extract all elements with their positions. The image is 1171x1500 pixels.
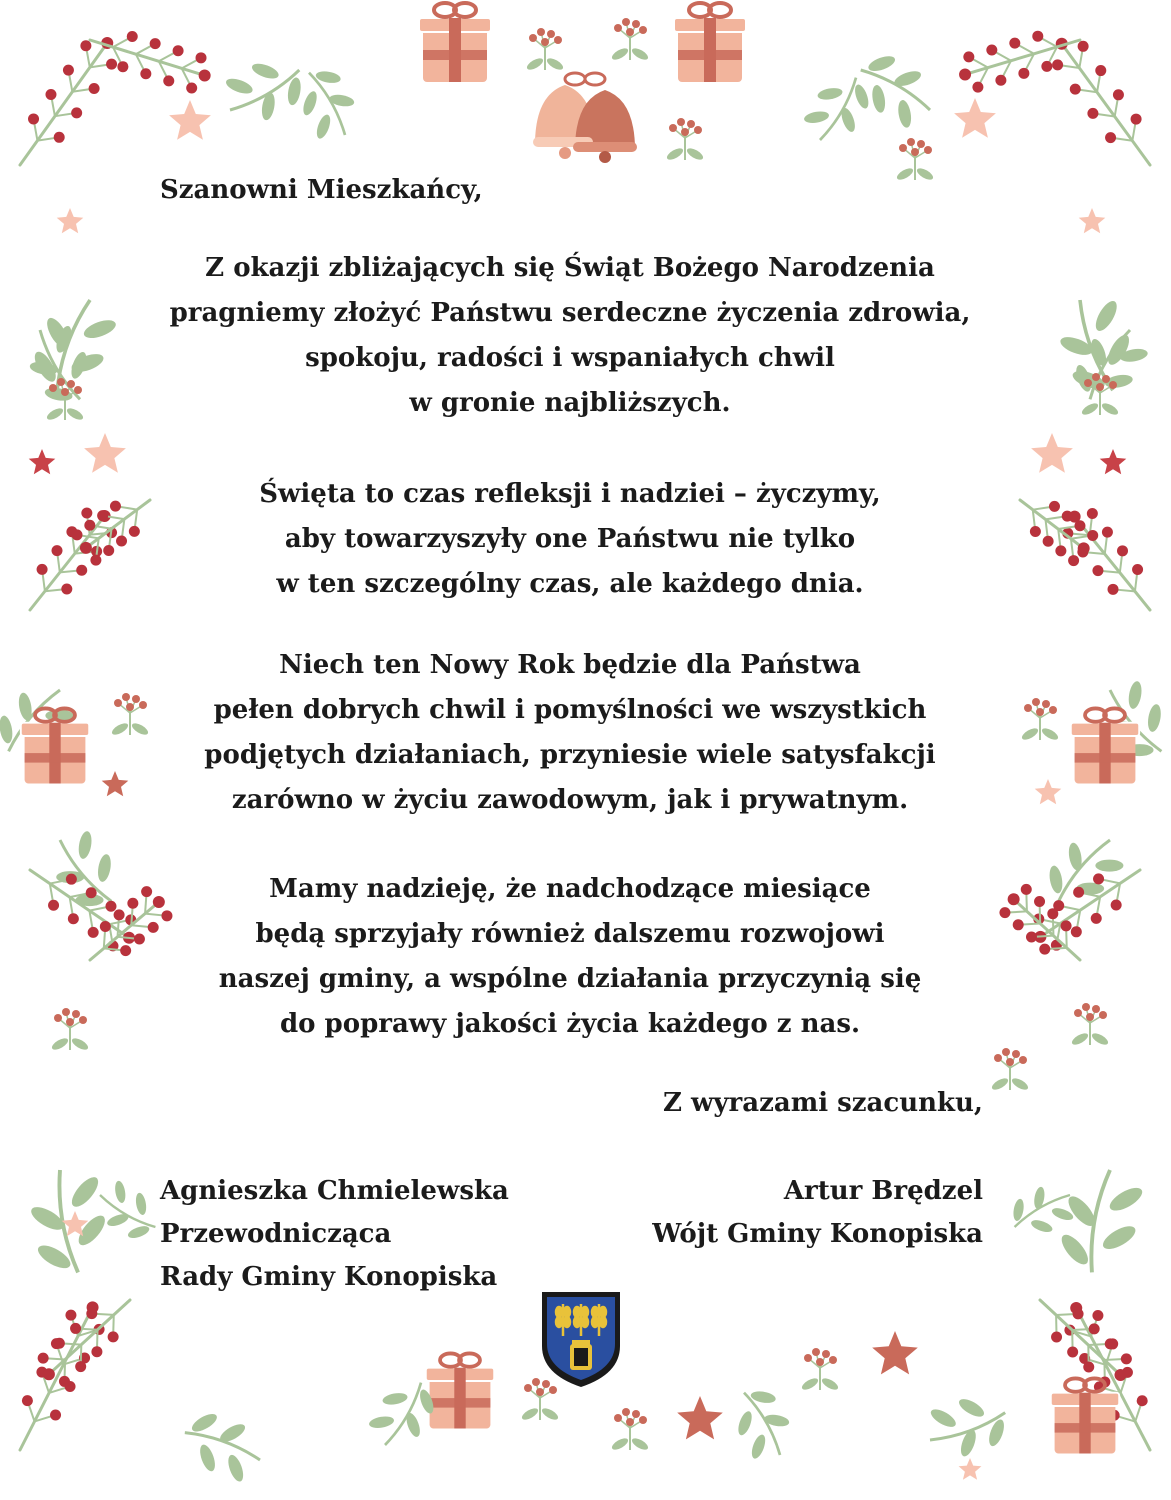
star-icon <box>954 98 996 138</box>
berry-sprig-icon <box>610 18 650 62</box>
paragraph-line: spokoju, radości i wspaniałych chwil <box>305 343 835 373</box>
paragraph-3 <box>0 643 1140 823</box>
signatory-name: Artur Brędzel <box>783 1176 983 1206</box>
leaf-branch-icon <box>920 1384 1016 1469</box>
signatory-name: Agnieszka Chmielewska <box>160 1176 509 1206</box>
paragraph-2 <box>0 472 1140 607</box>
paragraph-line: Święta to czas refleksji i nadziei – życzymy, <box>259 479 881 509</box>
signatory-title: Rady Gminy Konopiska <box>160 1262 498 1292</box>
gift-box-icon <box>674 3 746 82</box>
letter-closing: Z wyrazami szacunku, <box>663 1088 983 1118</box>
crest-icon <box>538 1288 624 1390</box>
paragraph-line: Mamy nadzieję, że nadchodzące miesiące <box>269 874 871 904</box>
paragraph-line: w ten szczególny czas, ale każdego dnia. <box>276 569 864 599</box>
berry-sprig-icon <box>525 28 565 72</box>
paragraph-line: Z okazji zbliżających się Świąt Bożego Narodzenia <box>205 253 935 283</box>
berry-sprig-icon <box>610 1408 650 1452</box>
berry-sprig-icon <box>800 1348 840 1392</box>
berry-sprig-icon <box>990 1048 1030 1092</box>
signatory-title: Wójt Gminy Konopiska <box>652 1219 983 1249</box>
star-icon <box>29 449 56 474</box>
star-icon <box>1031 433 1073 473</box>
holly-berry-icon <box>1052 38 1150 165</box>
paragraph-line: naszej gminy, a wspólne działania przyczynią się <box>218 964 922 994</box>
star-icon <box>1100 449 1127 474</box>
star-icon <box>57 208 84 233</box>
paragraph-line: podjętych działaniach, przyniesie wiele satysfakcji <box>204 740 936 770</box>
berry-sprig-icon <box>895 138 935 182</box>
paragraph-line: w gronie najbliższych. <box>409 388 731 418</box>
leaf-branch-icon <box>1053 1163 1149 1279</box>
paragraph-line: zarówno w życiu zawodowym, jak i prywatnym. <box>231 785 909 815</box>
star-icon <box>959 1458 982 1480</box>
holly-berry-icon <box>20 37 117 165</box>
paragraph-4 <box>0 867 1140 1047</box>
holly-berry-icon <box>20 1301 105 1450</box>
leaf-branch-icon <box>215 44 315 137</box>
leaf-branch-icon <box>174 1404 270 1489</box>
star-icon <box>1079 208 1106 233</box>
signature-left <box>160 1170 509 1299</box>
paragraph-line: do poprawy jakości życia każdego z nas. <box>279 1009 861 1039</box>
signature-right <box>652 1170 983 1256</box>
paragraph-line: pełen dobrych chwil i pomyślności we wszystkich <box>213 695 927 725</box>
bell-icon <box>533 73 637 163</box>
paragraph-1 <box>0 246 1140 426</box>
signatory-title: Przewodnicząca <box>160 1219 392 1249</box>
leaf-branch-icon <box>720 1379 804 1469</box>
paragraph-line: Niech ten Nowy Rok będzie dla Państwa <box>279 650 861 680</box>
paragraph-line: będą sprzyjały również dalszemu rozwojowi <box>255 919 885 949</box>
berry-sprig-icon <box>665 118 705 162</box>
star-icon <box>677 1396 723 1439</box>
leaf-branch-icon <box>796 64 880 154</box>
gift-box-icon <box>426 1353 494 1428</box>
paragraph-line: pragniemy złożyć Państwu serdeczne życzenia zdrowia, <box>169 298 971 328</box>
paragraph-line: aby towarzyszyły one Państwu nie tylko <box>284 524 856 554</box>
leaf-branch-icon <box>88 1174 168 1248</box>
gift-box-icon <box>419 3 491 82</box>
letter-greeting: Szanowni Mieszkańcy, <box>160 175 483 205</box>
star-icon <box>169 100 211 140</box>
star-icon <box>872 1331 918 1374</box>
star-icon <box>84 433 126 473</box>
